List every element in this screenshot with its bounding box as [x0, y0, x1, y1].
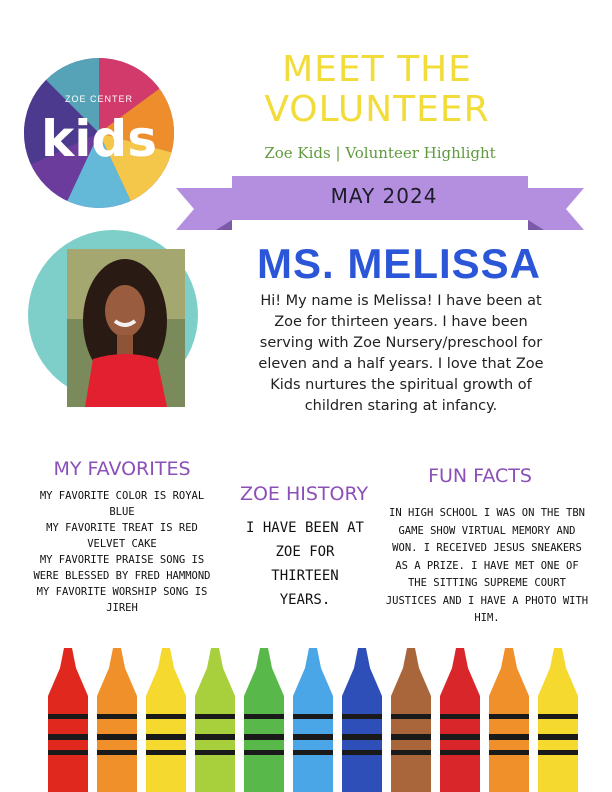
crayon	[244, 648, 284, 792]
crayon	[146, 648, 186, 792]
list-item: MY FAVORITE TREAT IS RED VELVET CAKE	[46, 522, 198, 550]
crayon	[97, 648, 137, 792]
favorites-list	[30, 488, 214, 616]
page-title	[246, 50, 508, 130]
ribbon-label: MAY 2024	[330, 184, 438, 208]
logo-big-text: kids	[41, 110, 157, 168]
title-line-1: MEET THE	[282, 49, 472, 90]
favorites-heading: MY FAVORITES	[53, 458, 191, 480]
history-heading: ZOE HISTORY	[239, 483, 369, 505]
fun-facts-heading: FUN FACTS	[428, 465, 532, 487]
zoe-kids-logo	[24, 58, 174, 208]
history-text: I HAVE BEEN AT ZOE FOR THIRTEEN YEARS.	[245, 520, 364, 608]
title-line-2: VOLUNTEER	[264, 89, 490, 130]
crayon	[48, 648, 88, 792]
list-item: MY FAVORITE COLOR IS ROYAL BLUE	[39, 490, 205, 518]
intro-text: Hi! My name is Melissa! I have been at Zoe for thirteen years. I have been serving with Zoe Nursery/preschool for eleven and a half years. I love that Zoe Kids nurtures the spiritual growth of children staring at infancy.	[258, 293, 544, 414]
crayon	[195, 648, 235, 792]
subtitle: Zoe Kids | Volunteer Highlight	[264, 144, 496, 162]
crayon	[391, 648, 431, 792]
crayon	[293, 648, 333, 792]
volunteer-name: MS. MELISSA	[256, 240, 542, 287]
crayon-border	[40, 638, 580, 792]
logo-small-text: ZOE CENTER	[64, 94, 134, 104]
volunteer-photo	[67, 249, 185, 407]
crayon	[440, 648, 480, 792]
crayon	[538, 648, 578, 792]
crayon	[489, 648, 529, 792]
list-item: MY FAVORITE PRAISE SONG IS WERE BLESSED BY FRED HAMMOND	[33, 554, 211, 582]
fun-facts-text: IN HIGH SCHOOL I WAS ON THE TBN GAME SHOW VIRTUAL MEMORY AND WON. I RECEIVED JESUS SNEAKERS AS A PRIZE. I HAVE MET ONE OF THE SITTING SUPREME COURT JUSTICES AND I HAVE A PHOTO WITH HIM.	[385, 507, 589, 624]
list-item: MY FAVORITE WORSHIP SONG IS JIREH	[36, 586, 208, 614]
crayon	[342, 648, 382, 792]
